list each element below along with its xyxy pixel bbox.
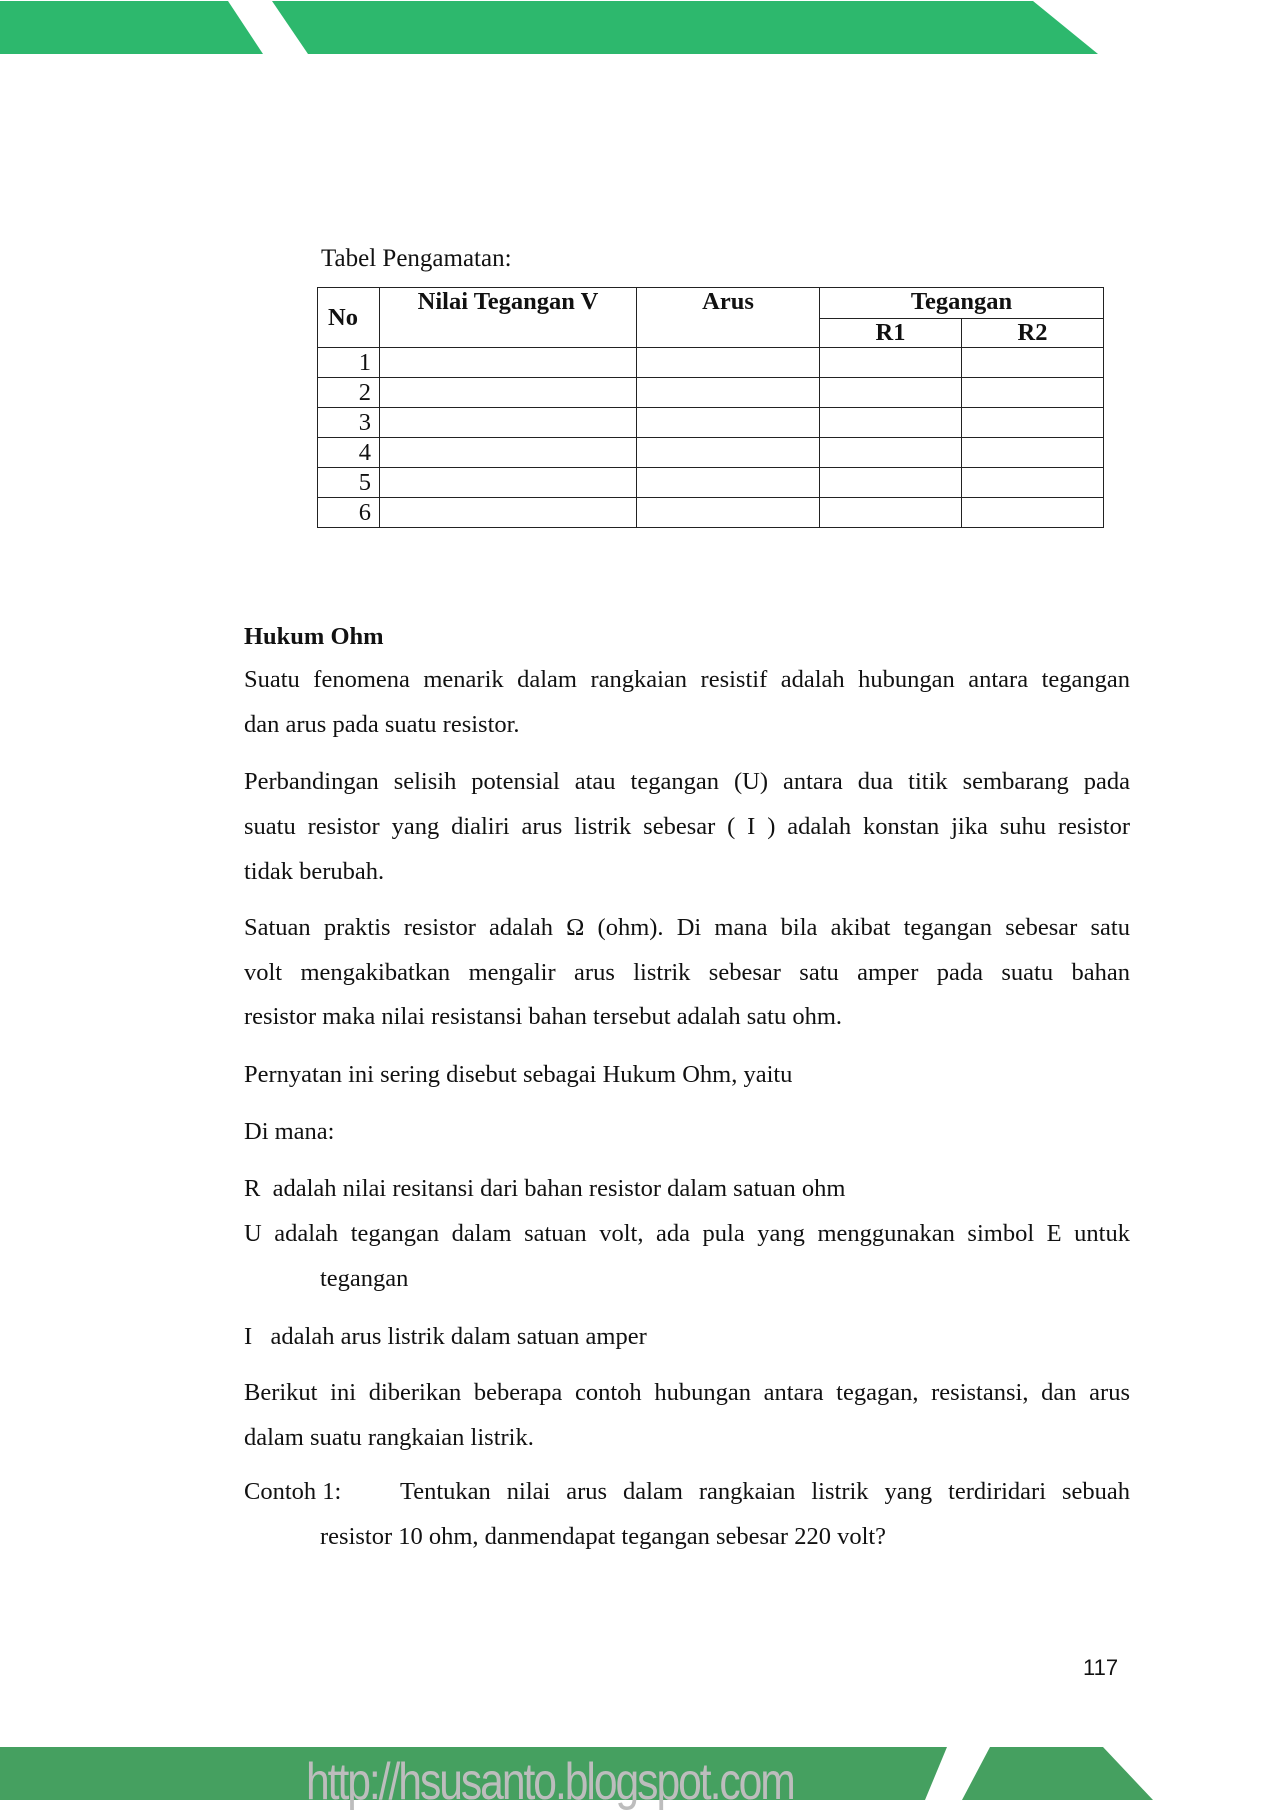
cell-r2 [962, 348, 1104, 378]
cell-voltage-value [380, 498, 637, 528]
paragraph-2-line-1: Perbandingan selisih potensial atau tegangan (U) antara dua titik sembarang pada [244, 768, 1130, 795]
cell-voltage-value [380, 438, 637, 468]
cell-no: 2 [318, 378, 380, 408]
cell-r2 [962, 438, 1104, 468]
url-watermark: http://hsusanto.blogspot.com [306, 1753, 794, 1811]
header-no: No [318, 288, 380, 348]
paragraph-5-line-2: dalam suatu rangkaian listrik. [244, 1424, 534, 1451]
header-banner-graphic [0, 0, 1272, 56]
cell-current [637, 468, 820, 498]
cell-r1 [820, 408, 962, 438]
table-row [318, 468, 1104, 498]
cell-r1 [820, 438, 962, 468]
cell-voltage-value [380, 348, 637, 378]
paragraph-1-line-1: Suatu fenomena menarik dalam rangkaian resistif adalah hubungan antara tegangan [244, 666, 1130, 693]
header-voltage-value: Nilai Tegangan V [380, 288, 637, 348]
cell-r1 [820, 468, 962, 498]
section-heading: Hukum Ohm [244, 623, 384, 650]
paragraph-2-line-2: suatu resistor yang dialiri arus listrik sebesar ( I ) adalah konstan jika suhu resistor [244, 813, 1130, 840]
paragraph-4: Pernyatan ini sering disebut sebagai Hukum Ohm, yaitu [244, 1061, 793, 1088]
header-current: Arus [637, 288, 820, 348]
paragraph-3-line-1: Satuan praktis resistor adalah Ω (ohm). Di mana bila akibat tegangan sebesar satu [244, 914, 1130, 941]
cell-current [637, 378, 820, 408]
cell-r1 [820, 348, 962, 378]
cell-no: 4 [318, 438, 380, 468]
cell-no: 3 [318, 408, 380, 438]
definition-i: I adalah arus listrik dalam satuan amper [244, 1323, 647, 1350]
cell-r1 [820, 378, 962, 408]
table-header-row [318, 288, 1104, 319]
definition-r: R adalah nilai resitansi dari bahan resistor dalam satuan ohm [244, 1175, 846, 1202]
table-row [318, 408, 1104, 438]
where-label: Di mana: [244, 1118, 335, 1145]
paragraph-1-line-2: dan arus pada suatu resistor. [244, 711, 520, 738]
table-row [318, 498, 1104, 528]
header-r2: R2 [962, 318, 1104, 348]
table-row [318, 378, 1104, 408]
table-row [318, 438, 1104, 468]
cell-r2 [962, 498, 1104, 528]
observation-table [317, 287, 1104, 528]
cell-no: 5 [318, 468, 380, 498]
cell-current [637, 438, 820, 468]
cell-current [637, 348, 820, 378]
cell-no: 6 [318, 498, 380, 528]
cell-r2 [962, 468, 1104, 498]
header-r1: R1 [820, 318, 962, 348]
cell-no: 1 [318, 348, 380, 378]
paragraph-3-line-3: resistor maka nilai resistansi bahan tersebut adalah satu ohm. [244, 1003, 843, 1030]
table-caption: Tabel Pengamatan: [321, 245, 512, 272]
paragraph-2-line-3: tidak berubah. [244, 858, 385, 885]
cell-current [637, 498, 820, 528]
cell-voltage-value [380, 468, 637, 498]
header-voltage-group: Tegangan [820, 288, 1104, 319]
paragraph-5-line-1: Berikut ini diberikan beberapa contoh hubungan antara tegagan, resistansi, dan arus [244, 1379, 1130, 1406]
header-banner [0, 0, 1272, 56]
page-number: 117 [1083, 1655, 1119, 1680]
definition-u-line-2: tegangan [320, 1265, 409, 1292]
table-row [318, 348, 1104, 378]
example-line-2: resistor 10 ohm, danmendapat tegangan sebesar 220 volt? [320, 1523, 887, 1550]
example-label: Contoh 1: [244, 1478, 342, 1505]
paragraph-3-line-2: volt mengakibatkan mengalir arus listrik sebesar satu amper pada suatu bahan [244, 959, 1130, 986]
example-line-1: Tentukan nilai arus dalam rangkaian listrik yang terdiridari sebuah [400, 1478, 1130, 1505]
cell-voltage-value [380, 408, 637, 438]
cell-r2 [962, 408, 1104, 438]
cell-r2 [962, 378, 1104, 408]
cell-r1 [820, 498, 962, 528]
cell-voltage-value [380, 378, 637, 408]
cell-current [637, 408, 820, 438]
definition-u-line-1: U adalah tegangan dalam satuan volt, ada pula yang menggunakan simbol E untuk [244, 1220, 1130, 1247]
